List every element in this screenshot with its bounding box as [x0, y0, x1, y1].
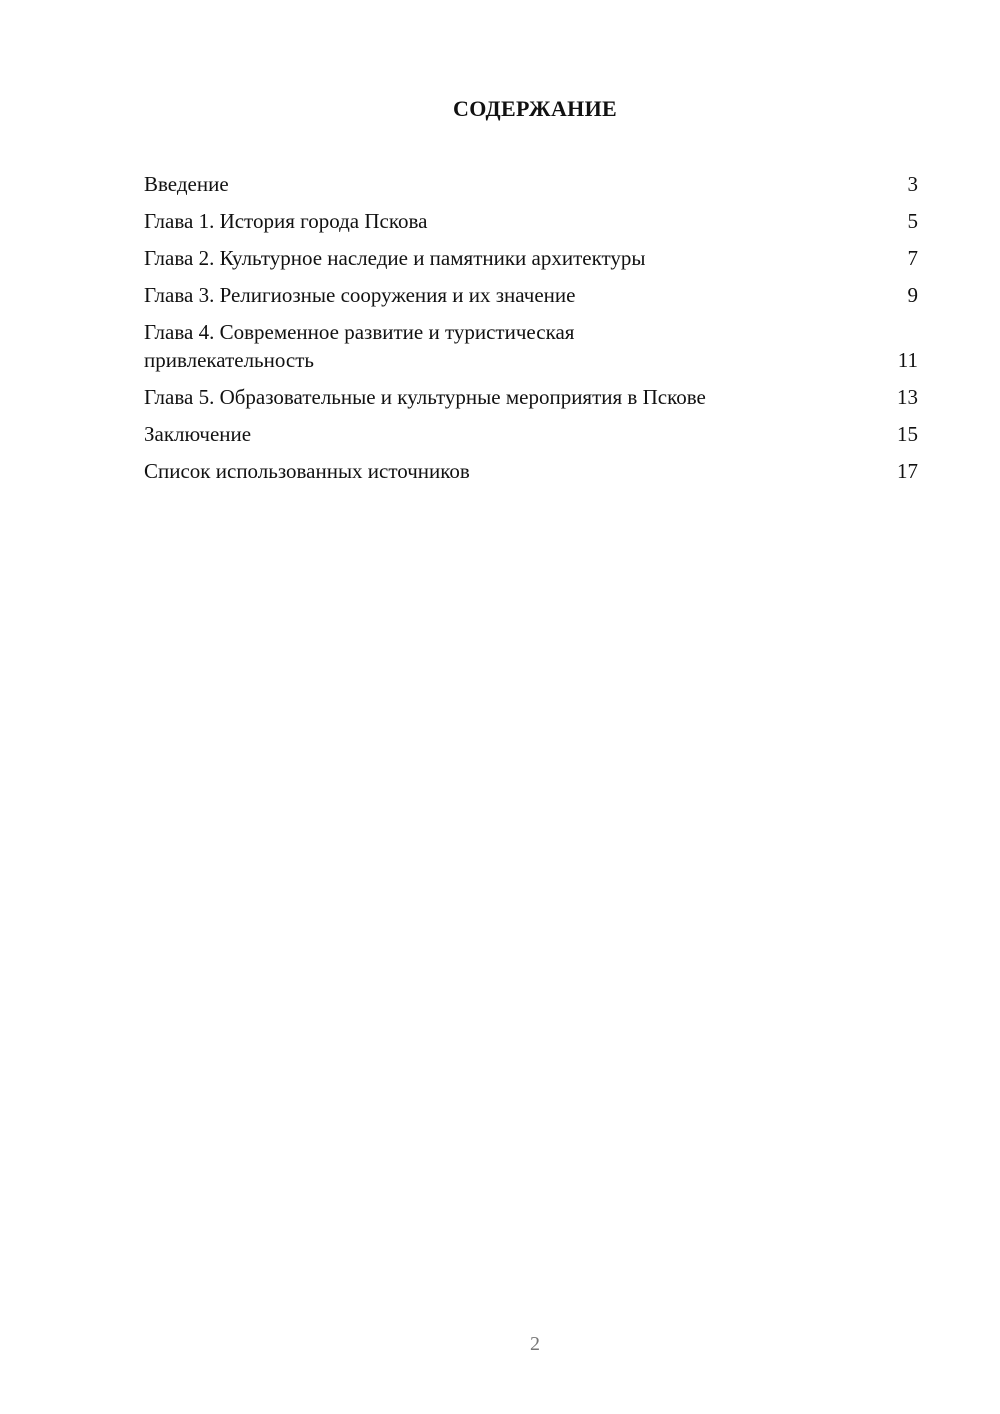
toc-entry[interactable]	[144, 244, 918, 272]
toc-entry-label: Глава 1. История города Пскова	[144, 209, 428, 233]
toc-entry-label: Глава 2. Культурное наследие и памятники архитектуры	[144, 246, 646, 270]
toc-entry-page: 13	[897, 385, 918, 409]
toc-entry[interactable]	[144, 420, 918, 448]
toc-entry[interactable]	[144, 281, 918, 309]
toc-entry-page: 17	[897, 459, 918, 483]
toc-entry[interactable]	[144, 457, 918, 485]
toc-entry[interactable]	[144, 170, 918, 198]
toc-entry-label: Введение	[144, 172, 229, 196]
toc-entry-label: Глава 3. Религиозные сооружения и их значение	[144, 283, 576, 307]
toc-entry-page: 7	[907, 246, 918, 270]
page-title: СОДЕРЖАНИЕ	[453, 96, 617, 121]
toc-entry-label: Глава 5. Образовательные и культурные мероприятия в Пскове	[144, 385, 706, 409]
toc-entry[interactable]	[144, 318, 918, 374]
toc-entry-page: 9	[907, 283, 918, 307]
page-number: 2	[530, 1333, 540, 1355]
toc-entry[interactable]	[144, 383, 918, 411]
toc-entry-page: 15	[897, 422, 918, 446]
toc-entry-label: Глава 4. Современное развитие и туристическая привлекательность	[144, 320, 575, 372]
table-of-contents	[144, 170, 918, 494]
toc-entry-label: Список использованных источников	[144, 459, 470, 483]
toc-entry[interactable]	[144, 207, 918, 235]
toc-entry-label: Заключение	[144, 422, 252, 446]
toc-entry-page: 3	[907, 172, 918, 196]
toc-entry-page: 5	[907, 209, 918, 233]
toc-entry-page: 11	[897, 348, 918, 372]
